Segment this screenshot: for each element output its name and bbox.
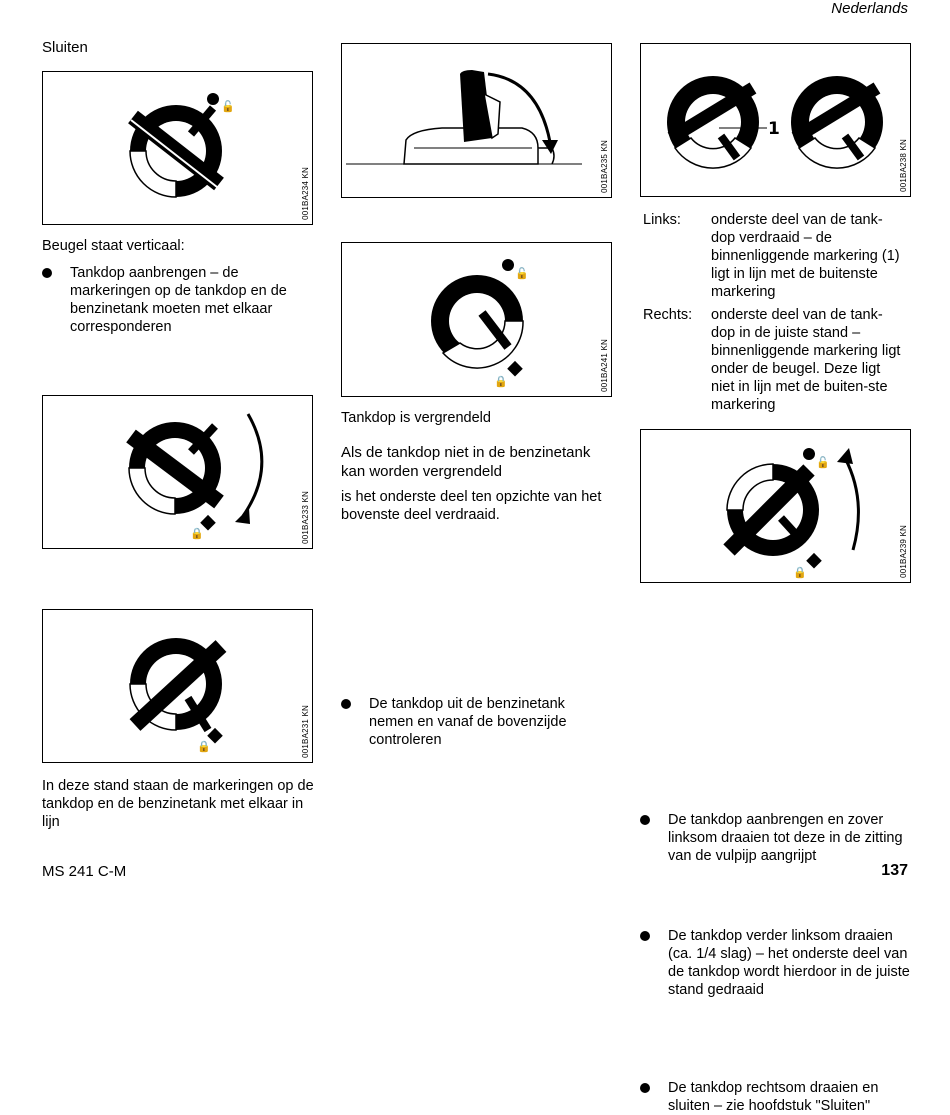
figure-cap-locked-aligned bbox=[42, 609, 313, 763]
definition-text: onderste deel van de tank-dop verdraaid – de binnenliggende markering (1) ligt in lijn met de buitenste markering bbox=[711, 212, 900, 300]
svg-text:🔓: 🔓 bbox=[221, 100, 235, 113]
model-label: MS 241 C-M bbox=[42, 863, 127, 880]
list-item: De tankdop uit de benzinetank nemen en vanaf de bovenzijde controleren bbox=[341, 695, 612, 749]
definition-left bbox=[643, 211, 905, 301]
figure-cap-comparison bbox=[640, 43, 911, 197]
figure-code: 001BA239 KN bbox=[899, 525, 908, 578]
section-heading: Sluiten bbox=[42, 39, 88, 56]
figure-code: 001BA233 KN bbox=[301, 491, 310, 544]
svg-text:🔒: 🔒 bbox=[197, 740, 211, 753]
intro-text: Beugel staat verticaal: bbox=[42, 238, 185, 254]
list-item: Tankdop aanbrengen – de markeringen op de tankdop en de benzinetank moeten met elkaar corresponderen bbox=[42, 264, 313, 336]
cap-illustration bbox=[43, 72, 314, 226]
bullet-icon bbox=[640, 815, 650, 825]
svg-text:🔓: 🔓 bbox=[515, 267, 529, 280]
svg-text:🔓: 🔓 bbox=[816, 456, 830, 469]
figure-cap-locked bbox=[341, 242, 612, 397]
cap-illustration bbox=[43, 610, 314, 764]
bullet-icon bbox=[640, 1083, 650, 1093]
handle-illustration bbox=[342, 44, 613, 199]
list-item: De tankdop aanbrengen en zover linksom draaien tot deze in de zitting van de vulpijp aangrijpt bbox=[640, 811, 911, 865]
figure-cap-rotate-left bbox=[640, 429, 911, 583]
locked-text: Tankdop is vergrendeld bbox=[341, 410, 491, 426]
list-item: De tankdop verder linksom draaien (ca. 1/4 slag) – het onderste deel van de tankdop wordt hierdoor in de juiste stand gedraaid bbox=[640, 927, 911, 999]
cap-illustration bbox=[43, 396, 314, 550]
definition-term: Rechts: bbox=[643, 307, 693, 323]
figure-code: 001BA234 KN bbox=[301, 167, 310, 220]
closing-text: In deze stand staan de markeringen op de tankdop en de benzinetank met elkaar in lijn bbox=[42, 778, 314, 830]
language-label: Nederlands bbox=[831, 0, 908, 17]
page-number: 137 bbox=[881, 862, 908, 879]
svg-text:🔒: 🔒 bbox=[494, 375, 508, 388]
figure-code: 001BA241 KN bbox=[600, 339, 609, 392]
figure-fold-handle bbox=[341, 43, 612, 198]
cap-illustration bbox=[641, 430, 912, 584]
bullet-icon bbox=[42, 268, 52, 278]
figure-cap-rotate-right bbox=[42, 395, 313, 549]
figure-code: 001BA235 KN bbox=[600, 140, 609, 193]
definition-text: onderste deel van de tank-dop in de juiste stand – binnenliggende markering ligt onder de beugel. Deze ligt niet in lijn met de buiten-ste markering bbox=[711, 307, 901, 413]
definition-right bbox=[643, 306, 905, 414]
cap-illustration bbox=[342, 243, 613, 398]
callout-label: 1 bbox=[768, 119, 780, 139]
list-item: De tankdop rechtsom draaien en sluiten – zie hoofdstuk "Sluiten" bbox=[640, 1079, 911, 1115]
cap-comparison-illustration bbox=[641, 44, 912, 198]
bullet-icon bbox=[341, 699, 351, 709]
figure-cap-aligned bbox=[42, 71, 313, 225]
subheading: Als de tankdop niet in de benzinetank kan worden vergrendeld bbox=[341, 444, 591, 480]
bullet-icon bbox=[640, 931, 650, 941]
figure-code: 001BA238 KN bbox=[899, 139, 908, 192]
body-text: is het onderste deel ten opzichte van het bovenste deel verdraaid. bbox=[341, 489, 602, 523]
svg-text:🔒: 🔒 bbox=[793, 566, 807, 579]
definition-term: Links: bbox=[643, 212, 681, 228]
svg-text:🔒: 🔒 bbox=[190, 527, 204, 540]
figure-code: 001BA231 KN bbox=[301, 705, 310, 758]
